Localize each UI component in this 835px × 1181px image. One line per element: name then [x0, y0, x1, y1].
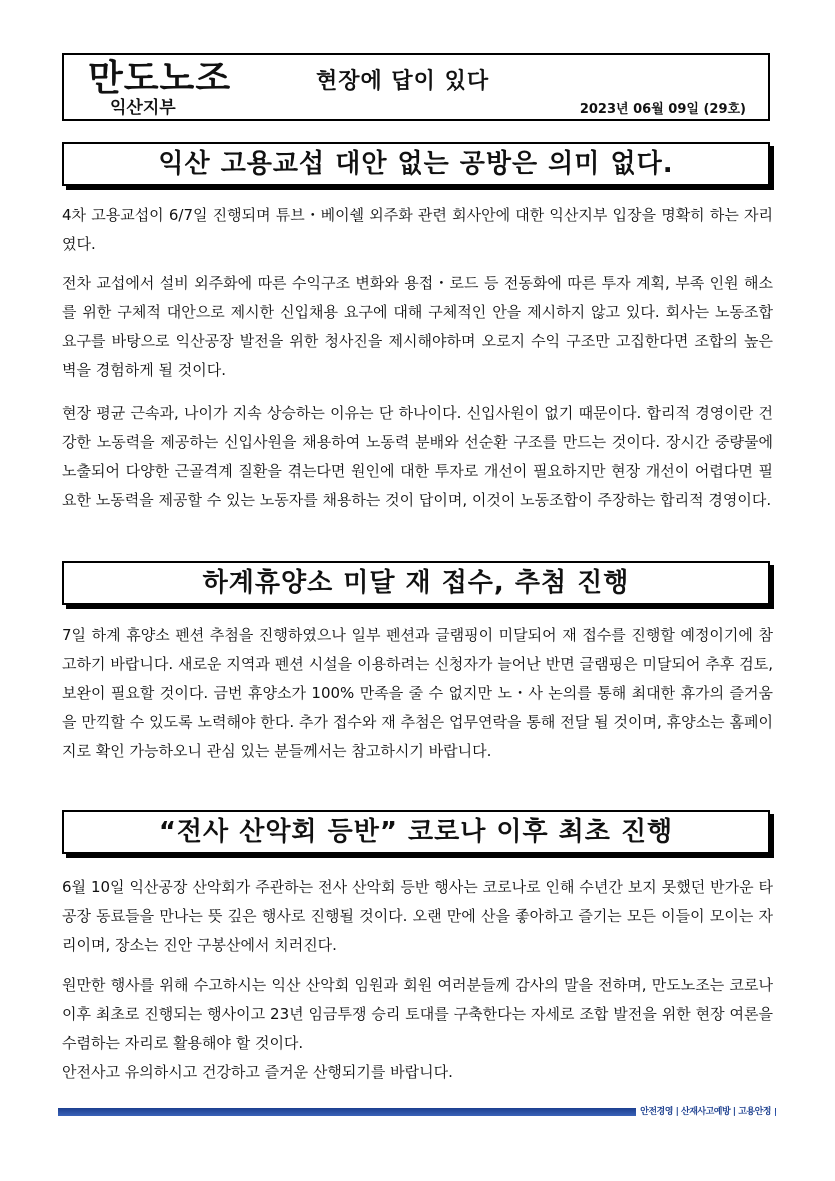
article-paragraph: 안전사고 유의하시고 건강하고 즐거운 산행되기를 바랍니다.: [62, 1063, 453, 1081]
section-heading: “전사 산악회 등반” 코로나 이후 최초 진행: [62, 810, 770, 854]
section-heading: 익산 고용교섭 대안 없는 공방은 의미 없다.: [62, 142, 770, 186]
article-paragraph: 7일 하계 휴양소 펜션 추첨을 진행하였으나 일부 펜션과 글램핑이 미달되어 재 접수를 진행할 예정이기에 참고하기 바랍니다. 새로운 지역과 펜션 시설을 이용하려는 신청자가 늘어난 반면 글램핑은 미달되어 추후 검토, 보완이 필요할 것이다. 금번 휴양소가 100% 만족을 줄 수 없지만 노・사 논의를 통해 최대한 휴가의 즐거움을 만끽할 수 있도록 노력해야 한다. 추가 접수와 재 추첨은 업무연락을 통해 전달 될 것이며, 휴양소는 홈페이지로 확인 가능하오니 관심 있는 분들께서는 참고하시기 바랍니다.: [62, 626, 773, 760]
section-heading: 하계휴양소 미달 재 접수, 추첨 진행: [62, 561, 770, 605]
article-paragraph: 6월 10일 익산공장 산악회가 주관하는 전사 산악회 등반 행사는 코로나로 인해 수년간 보지 못했던 반가운 타 공장 동료들을 만나는 뜻 깊은 행사로 진행될 것이다. 오랜 만에 산을 좋아하고 즐기는 모든 이들이 모이는 자리이며, 장소는 진안 구봉산에서 치러진다.: [62, 878, 773, 954]
article-paragraph: 전차 교섭에서 설비 외주화에 따른 수익구조 변화와 용접・로드 등 전동화에 따른 투자 계획, 부족 인원 해소를 위한 구체적 대안으로 제시한 신입채용 요구에 대해 구체적인 안을 제시하지 않고 있다. 회사는 노동조합 요구를 바탕으로 익산공장 발전을 위한 청사진을 제시해야하며 오로지 수익 구조만 고집한다면 조합의 높은 벽을 경험하게 될 것이다.: [62, 274, 773, 379]
article-paragraph: 4차 고용교섭이 6/7일 진행되며 튜브・베이쉘 외주화 관련 회사안에 대한 익산지부 입장을 명확히 하는 자리였다.: [62, 206, 773, 253]
article-paragraph: 현장 평균 근속과, 나이가 지속 상승하는 이유는 단 하나이다. 신입사원이 없기 때문이다. 합리적 경영이란 건강한 노동력을 제공하는 신입사원을 채용하여 노동력 분배와 선순환 구조를 만드는 것이다. 장시간 중량물에 노출되어 다양한 근골격계 질환을 겪는다면 원인에 대한 투자로 개선이 필요하지만 현장 개선이 어렵다면 필요한 노동력을 제공할 수 있는 노동자를 채용하는 것이 답이며, 이것이 노동조합이 주장하는 합리적 경영이다.: [62, 404, 773, 509]
footer-slogan: 안전경영 | 산재사고예방 | 고용안정: [636, 1103, 775, 1121]
article-paragraph: 원만한 행사를 위해 수고하시는 익산 산악회 임원과 회원 여러분들께 감사의 말을 전하며, 만도노조는 코로나 이후 최초로 진행되는 행사이고 23년 임금투쟁 승리 토대를 구축한다는 자세로 조합 발전을 위한 현장 여론을 수렴하는 자리로 활용해야 할 것이다.: [62, 976, 773, 1052]
masthead: [62, 53, 770, 121]
branch-name: 익산지부: [110, 98, 176, 118]
brand-name: 만도노조: [88, 58, 232, 99]
slogan: 현장에 답이 있다: [316, 69, 490, 94]
issue-date: 2023년 06월 09일 (29호): [579, 102, 746, 117]
